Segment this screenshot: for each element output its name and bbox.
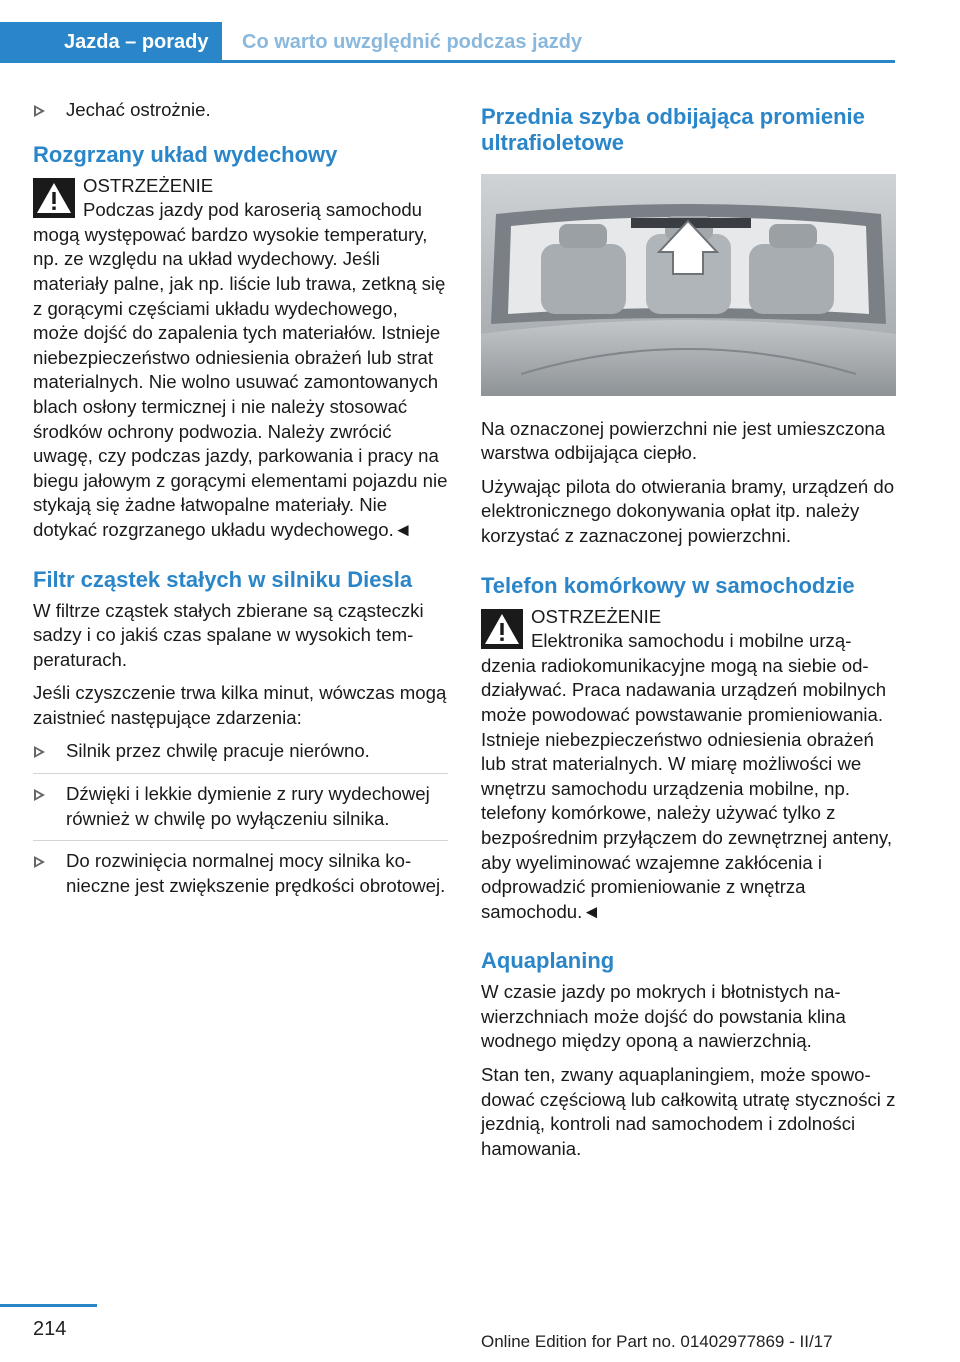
edition-note: Online Edition for Part no. 01402977869 - II/17 — [481, 1332, 833, 1351]
section-heading-windscreen: Przednia szyba odbijająca promienie ultrafioletowe — [481, 104, 865, 155]
section-heading-aquaplaning: Aquaplaning — [481, 948, 615, 974]
paragraph: Jeśli czyszczenie trwa kilka minut, wówczas mogą zaistnieć następujące zdarzenia: — [33, 682, 447, 728]
paragraph: Stan ten, zwany aquaplaningiem, może spowodować częściową lub całkowitą utratę styczności z jezdnią, kontroli nad samochodem i zdolności hamowania. — [481, 1064, 896, 1159]
list-item: Do rozwinięcia normalnej mocy silnika konieczne jest zwiększenie prędkości obrotowej. — [33, 849, 448, 907]
section-tab[interactable]: Jazda – porady — [0, 22, 222, 62]
filter-events-list — [33, 739, 448, 907]
warning-text: Podczas jazdy pod karoserią samochodu mogą występować bardzo wysokie temperatury, np. ze względu na układ wydechowy. Jeśli materiały palne, jak np. liście lub trawa, zetkną się z gorącymi częściami układu wydechowego, może dojść do zapalenia tych materiałów. Istnieje niebezpieczeństwo odniesienia obrażeń lub strat materialnych. Nie wolno usuwać zamontowanych blach osłony termicznej i nie należy stosować środków ochrony podwozia. Należy zwrócić uwagę, czy podczas jazdy, parkowania i pracy na biegu jałowym z gorącymi elementami pojazdu nie stykają się żadne łatwopalne materiały. Nie dotykać rozgrzanego układu wydechowego.◄ — [33, 199, 448, 540]
section-heading-filter: Filtr cząstek stałych w silniku Diesla — [33, 566, 413, 592]
intro-list — [33, 98, 448, 132]
paragraph: Na oznaczonej powierzchni nie jest umieszczona warstwa odbijająca ciepło. — [481, 417, 886, 464]
page-number: 214 — [33, 1318, 67, 1340]
paragraph: Używając pilota do otwierania bramy, urządzeń do elektronicznego dokonywania opłat itp. należy korzystać z zaznaczonej powierzchni. — [481, 475, 895, 546]
list-item: Silnik przez chwilę pracuje nierówno. — [33, 739, 448, 774]
footer-divider — [0, 1304, 97, 1307]
warning-icon — [481, 609, 523, 649]
chapter-tab[interactable]: Co warto uwzględnić podczas jazdy — [222, 22, 895, 62]
page-header — [0, 0, 895, 62]
right-column — [481, 98, 896, 1170]
left-column — [33, 98, 448, 915]
warning-block-exhaust — [33, 174, 448, 543]
warning-label: OSTRZEŻENIE — [531, 605, 662, 627]
paragraph: W filtrze cząstek stałych zbierane są cząsteczki sadzy i co jakiś czas spalane w wysokich temperaturach. — [33, 599, 424, 670]
paragraph: W czasie jazdy po mokrych i błotnistych nawierzchniach może dojść do powstania klina wodnego między oponą a nawierzchnią. — [481, 981, 846, 1052]
warning-block-phone — [481, 605, 896, 925]
windscreen-photo — [481, 174, 896, 396]
list-item: Jechać ostrożnie. — [33, 98, 448, 132]
section-heading-exhaust: Rozgrzany układ wydechowy — [33, 141, 338, 167]
warning-label: OSTRZEŻENIE — [83, 174, 214, 196]
section-heading-phone: Telefon komórkowy w samochodzie — [481, 572, 855, 598]
header-divider — [0, 60, 895, 63]
list-item: Dźwięki i lekkie dymienie z rury wydechowej również w chwilę po wyłączeniu silnika. — [33, 782, 448, 841]
triangle-bullet-icon — [34, 746, 45, 758]
triangle-bullet-icon — [34, 856, 45, 868]
triangle-bullet-icon — [34, 105, 45, 117]
triangle-bullet-icon — [34, 789, 45, 801]
warning-icon — [33, 178, 75, 218]
warning-text: Elektronika samochodu i mobilne urządzenia radiokomunikacyjne mogą na siebie oddziaływać. Praca nadawania urządzeń mobilnych może powodować powstawanie promieniowania. Istnieje niebezpieczeństwo odniesienia obrażeń lub strat materialnych. W miarę możliwości we wnętrzu samochodu urządzenia mobilne, np. telefony komórkowe, należy używać tylko z bezpośrednim przyłączem do zewnętrznej anteny, aby wyeliminować wzajemne zakłócenia i odprowadzić promieniowanie z wnętrza samochodu.◄ — [481, 630, 892, 922]
